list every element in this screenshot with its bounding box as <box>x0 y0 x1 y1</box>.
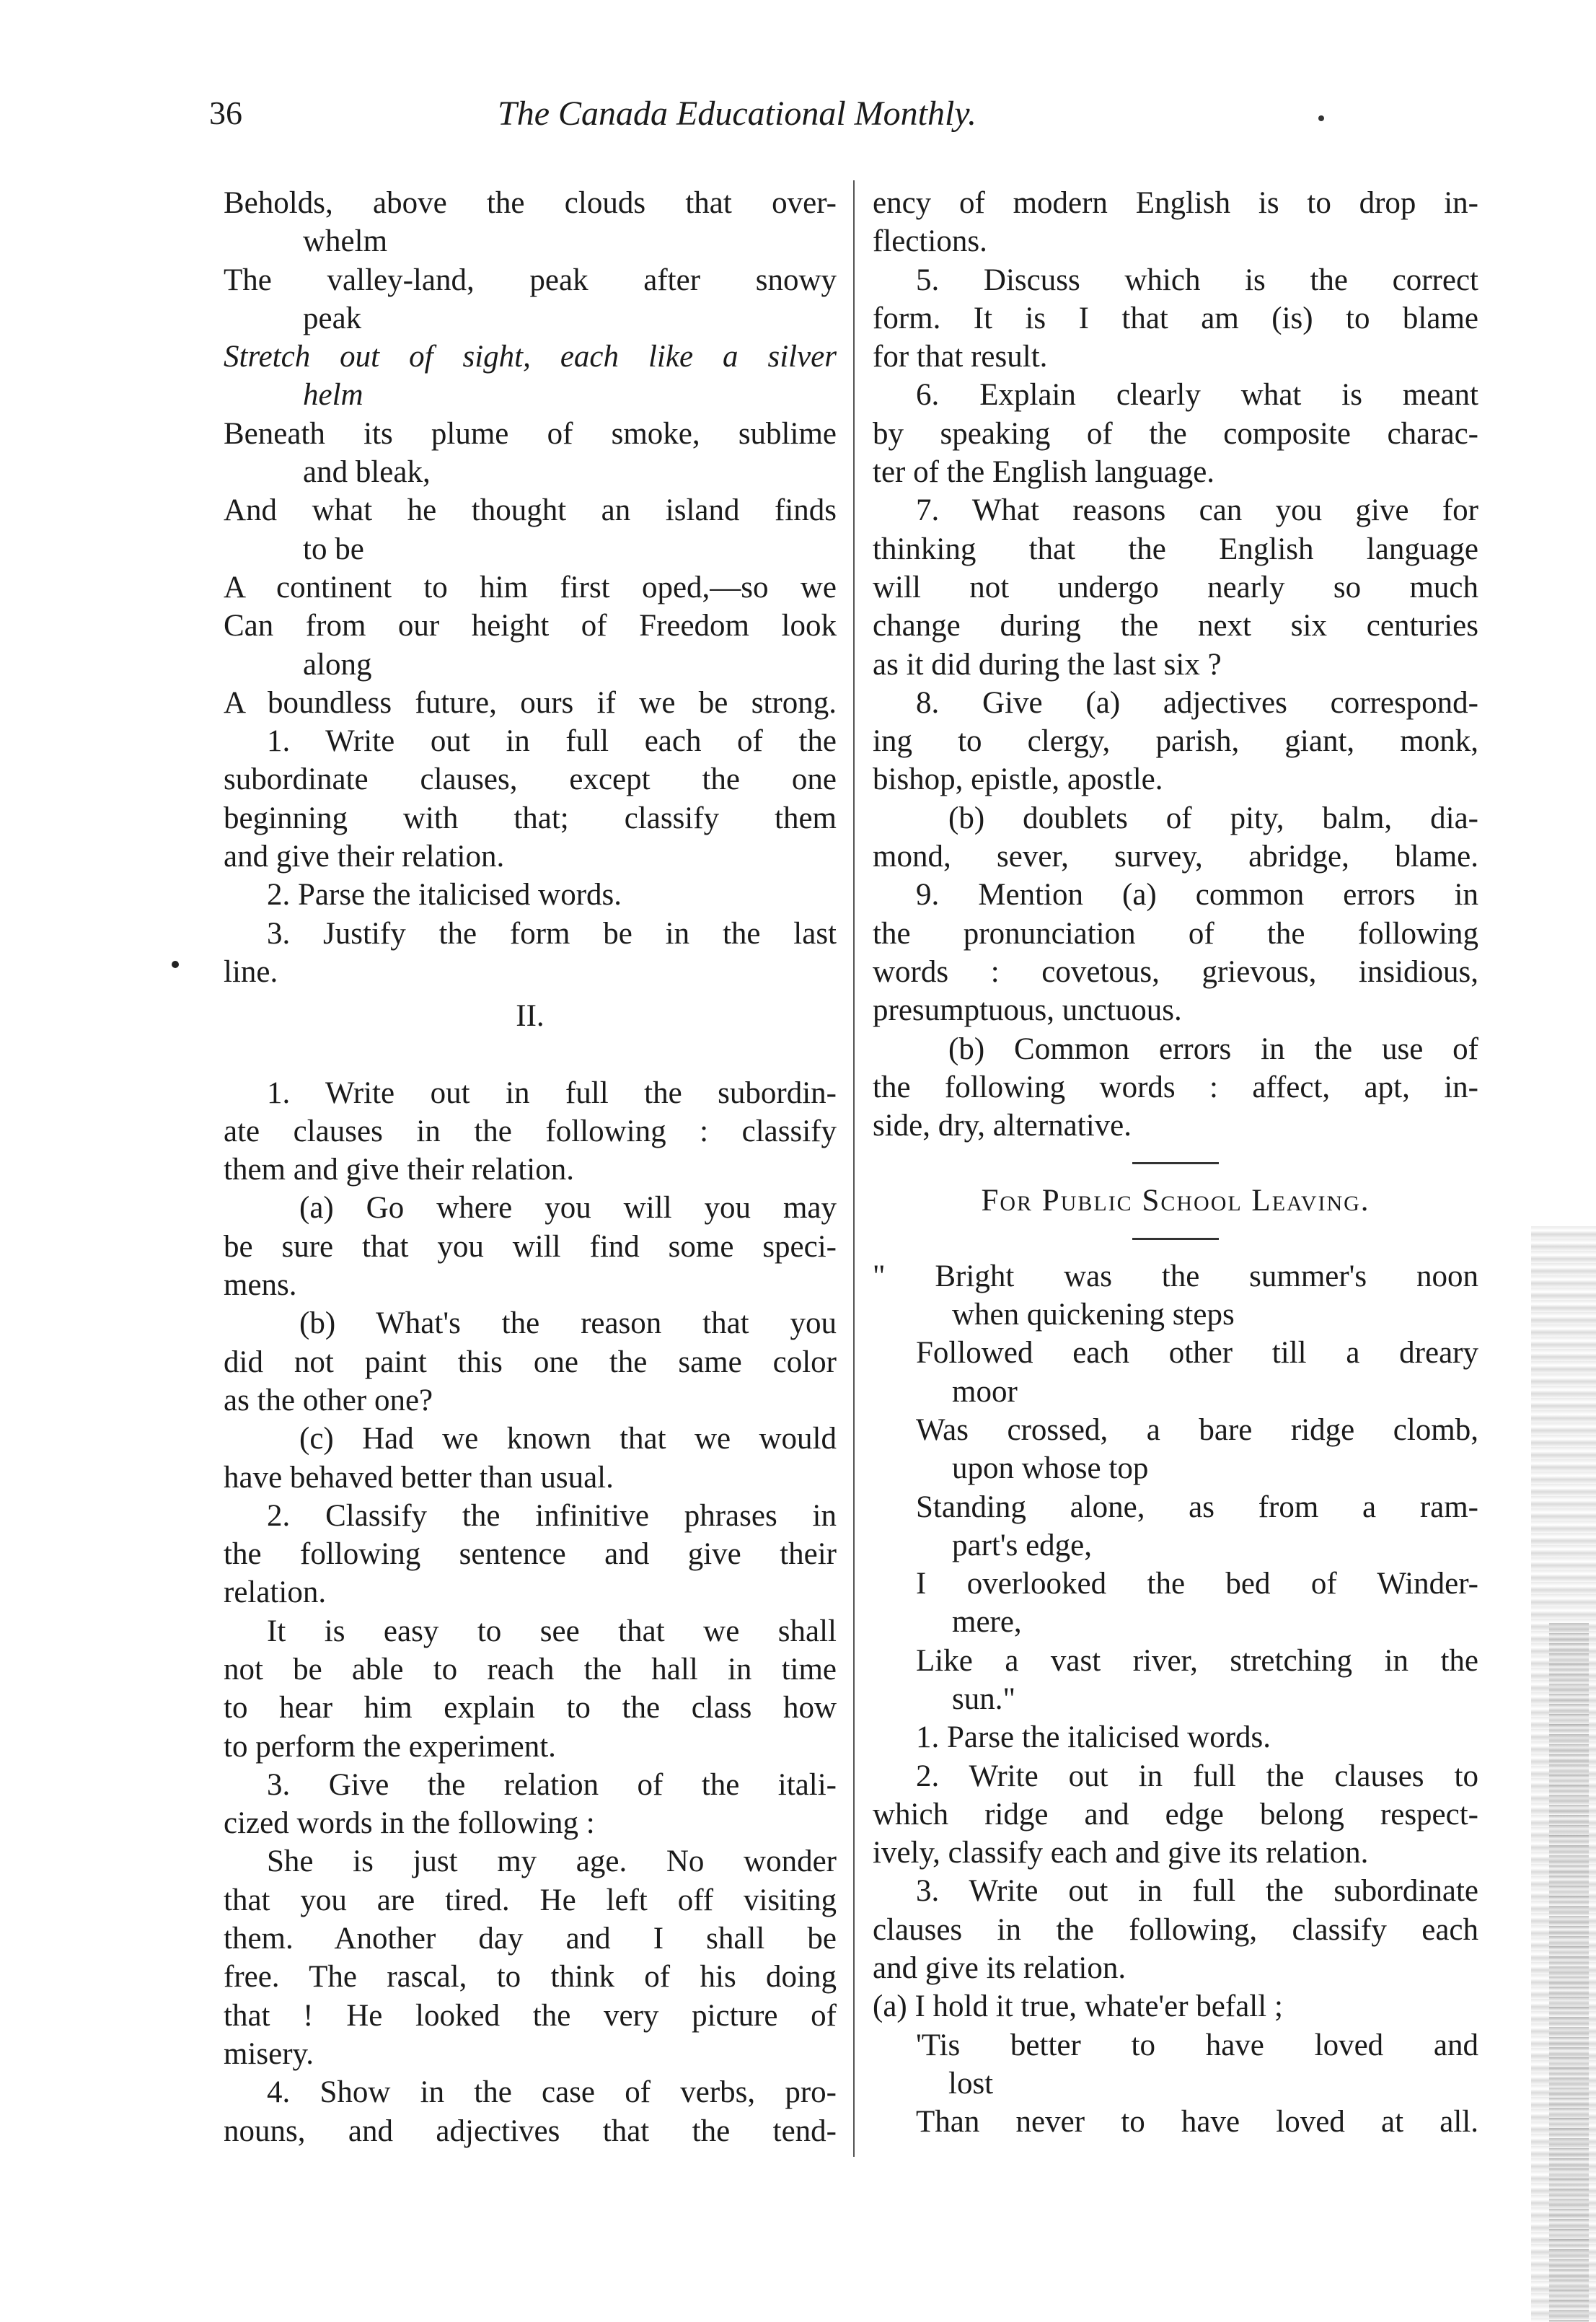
section-rule-top <box>1132 1162 1219 1164</box>
poem-line: Followed each other till a dreary <box>916 1336 1478 1371</box>
question-line: 5. Discuss which is the correct <box>916 263 1478 297</box>
question-line: 8. Give (a) adjectives correspond- <box>916 685 1478 720</box>
question-line: form. It is I that am (is) to blame <box>873 301 1478 335</box>
question-line: (b) doublets of pity, balm, dia- <box>948 801 1478 835</box>
question-line: the following sentence and give their <box>224 1537 837 1572</box>
question-line: nouns, and adjectives that the tend- <box>224 2114 837 2148</box>
poem-line: moor <box>952 1374 1018 1409</box>
question-line: that you are tired. He left off visiting <box>224 1883 837 1917</box>
poem-line: whelm <box>303 224 388 259</box>
question-line: words : covetous, grievous, insidious, <box>873 954 1478 989</box>
question-line: 3. Give the relation of the itali- <box>267 1767 837 1802</box>
question-line: by speaking of the composite charac- <box>873 416 1478 451</box>
question-line: that ! He looked the very picture of <box>224 1998 837 2033</box>
question-line: cized words in the following : <box>224 1806 595 1841</box>
page-header <box>209 94 1349 151</box>
question-line: 1. Parse the italicised words. <box>916 1720 1271 1755</box>
question-line: be sure that you will find some speci- <box>224 1229 837 1264</box>
question-line: 3. Write out in full the subordinate <box>916 1874 1478 1909</box>
poem-line: Beneath its plume of smoke, sublime <box>224 416 837 451</box>
question-line: 9. Mention (a) common errors in <box>916 878 1478 912</box>
page-number: 36 <box>209 94 242 131</box>
poem-line: mere, <box>952 1605 1022 1640</box>
question-line: for that result. <box>873 340 1048 374</box>
question-line: mond, sever, survey, abridge, blame. <box>873 840 1478 874</box>
question-line: mens. <box>224 1268 297 1303</box>
poem-line: to be <box>303 532 364 566</box>
poem-line: peak <box>303 301 362 335</box>
poem-line: Stretch out of sight, each like a silver <box>224 340 837 374</box>
question-line: have behaved better than usual. <box>224 1460 614 1495</box>
question-line: 2. Classify the infinitive phrases in <box>267 1498 837 1533</box>
verse-line: Than never to have loved at all. <box>916 2105 1478 2140</box>
question-line: ter of the English language. <box>873 455 1215 490</box>
question-line: line. <box>224 954 278 989</box>
column-divider <box>853 180 855 2157</box>
question-line: bishop, epistle, apostle. <box>873 762 1163 797</box>
question-line: 1. Write out in full the subordin- <box>267 1076 837 1110</box>
printer-dot <box>1318 115 1324 121</box>
section-heading: II. <box>516 999 545 1034</box>
poem-line: Beholds, above the clouds that over- <box>224 186 837 220</box>
section-rule-bottom <box>1132 1238 1219 1240</box>
poem-line: Like a vast river, stretching in the <box>916 1643 1478 1678</box>
poem-line: when quickening steps <box>952 1298 1235 1332</box>
question-line: as it did during the last six ? <box>873 647 1222 682</box>
question-line: 7. What reasons can you give for <box>916 493 1478 528</box>
question-line: free. The rascal, to think of his doing <box>224 1960 837 1995</box>
poem-line: Standing alone, as from a ram- <box>916 1490 1478 1524</box>
question-line: and give their relation. <box>224 840 505 874</box>
question-line: ency of modern English is to drop in- <box>873 186 1478 220</box>
margin-dot <box>172 961 179 968</box>
question-line: (b) Common errors in the use of <box>948 1032 1478 1066</box>
question-line: thinking that the English language <box>873 532 1478 566</box>
question-line: and give its relation. <box>873 1951 1127 1986</box>
poem-line: and bleak, <box>303 455 431 490</box>
question-line: 6. Explain clearly what is meant <box>916 378 1478 413</box>
question-line: as the other one? <box>224 1383 433 1417</box>
right-column <box>873 184 1478 2142</box>
question-line: them. Another day and I shall be <box>224 1922 837 1956</box>
question-line: (c) Had we known that we would <box>299 1422 837 1456</box>
question-line: to hear him explain to the class how <box>224 1691 837 1725</box>
poem-line: A boundless future, ours if we be strong. <box>224 685 837 720</box>
question-line: the pronunciation of the following <box>873 916 1478 951</box>
verse-line: (a) I hold it true, whate'er befall ; <box>873 1989 1283 2024</box>
running-title: The Canada Educational Monthly. <box>498 94 976 133</box>
question-line: will not undergo nearly so much <box>873 570 1478 604</box>
question-line: clauses in the following, classify each <box>873 1912 1478 1947</box>
question-line: to perform the experiment. <box>224 1729 556 1764</box>
verse-line: lost <box>948 2066 994 2101</box>
poem-line: Can from our height of Freedom look <box>224 609 837 643</box>
question-line: not be able to reach the hall in time <box>224 1652 837 1686</box>
question-line: ively, classify each and give its relation. <box>873 1836 1369 1870</box>
poem-line: helm <box>303 378 363 413</box>
question-line: (b) What's the reason that you <box>299 1306 837 1341</box>
verse-line: 'Tis better to have loved and <box>916 2028 1478 2062</box>
question-line: which ridge and edge belong respect- <box>873 1797 1478 1831</box>
spacer <box>224 1036 837 1074</box>
question-line: the following words : affect, apt, in- <box>873 1070 1478 1104</box>
poem-line: along <box>303 647 372 682</box>
question-line: She is just my age. No wonder <box>267 1844 837 1879</box>
left-column <box>224 184 837 2150</box>
poem-line: " Bright was the summer's noon <box>873 1259 1478 1293</box>
poem-line: And what he thought an island finds <box>224 493 837 528</box>
question-line: It is easy to see that we shall <box>267 1614 837 1648</box>
poem-line: I overlooked the bed of Winder- <box>916 1567 1478 1601</box>
question-line: 4. Show in the case of verbs, pro- <box>267 2075 837 2110</box>
question-line: misery. <box>224 2036 314 2071</box>
question-line: 2. Parse the italicised words. <box>267 878 622 912</box>
question-line: presumptuous, unctuous. <box>873 993 1182 1028</box>
question-line: relation. <box>224 1575 327 1610</box>
question-line: 2. Write out in full the clauses to <box>916 1759 1478 1793</box>
question-line: ate clauses in the following : classify <box>224 1114 837 1148</box>
question-line: change during the next six centuries <box>873 609 1478 643</box>
section-title: For Public School Leaving. <box>981 1184 1370 1218</box>
question-line: them and give their relation. <box>224 1153 574 1187</box>
question-line: beginning with that; classify them <box>224 801 837 835</box>
poem-line: part's edge, <box>952 1528 1093 1562</box>
question-line: ing to clergy, parish, giant, monk, <box>873 724 1478 759</box>
poem-line: A continent to him first oped,—so we <box>224 570 837 604</box>
question-line: did not paint this one the same color <box>224 1345 837 1379</box>
poem-line: sun." <box>952 1681 1016 1716</box>
question-line: flections. <box>873 224 987 259</box>
poem-line: The valley-land, peak after snowy <box>224 263 837 297</box>
question-line: 1. Write out in full each of the <box>267 724 837 759</box>
question-line: 3. Justify the form be in the last <box>267 916 837 951</box>
poem-line: upon whose top <box>952 1451 1149 1486</box>
question-line: subordinate clauses, except the one <box>224 762 837 797</box>
scan-edge-dark <box>1549 1623 1589 2322</box>
poem-line: Was crossed, a bare ridge clomb, <box>916 1412 1478 1447</box>
question-line: side, dry, alternative. <box>873 1109 1132 1143</box>
question-line: (a) Go where you will you may <box>299 1191 837 1226</box>
